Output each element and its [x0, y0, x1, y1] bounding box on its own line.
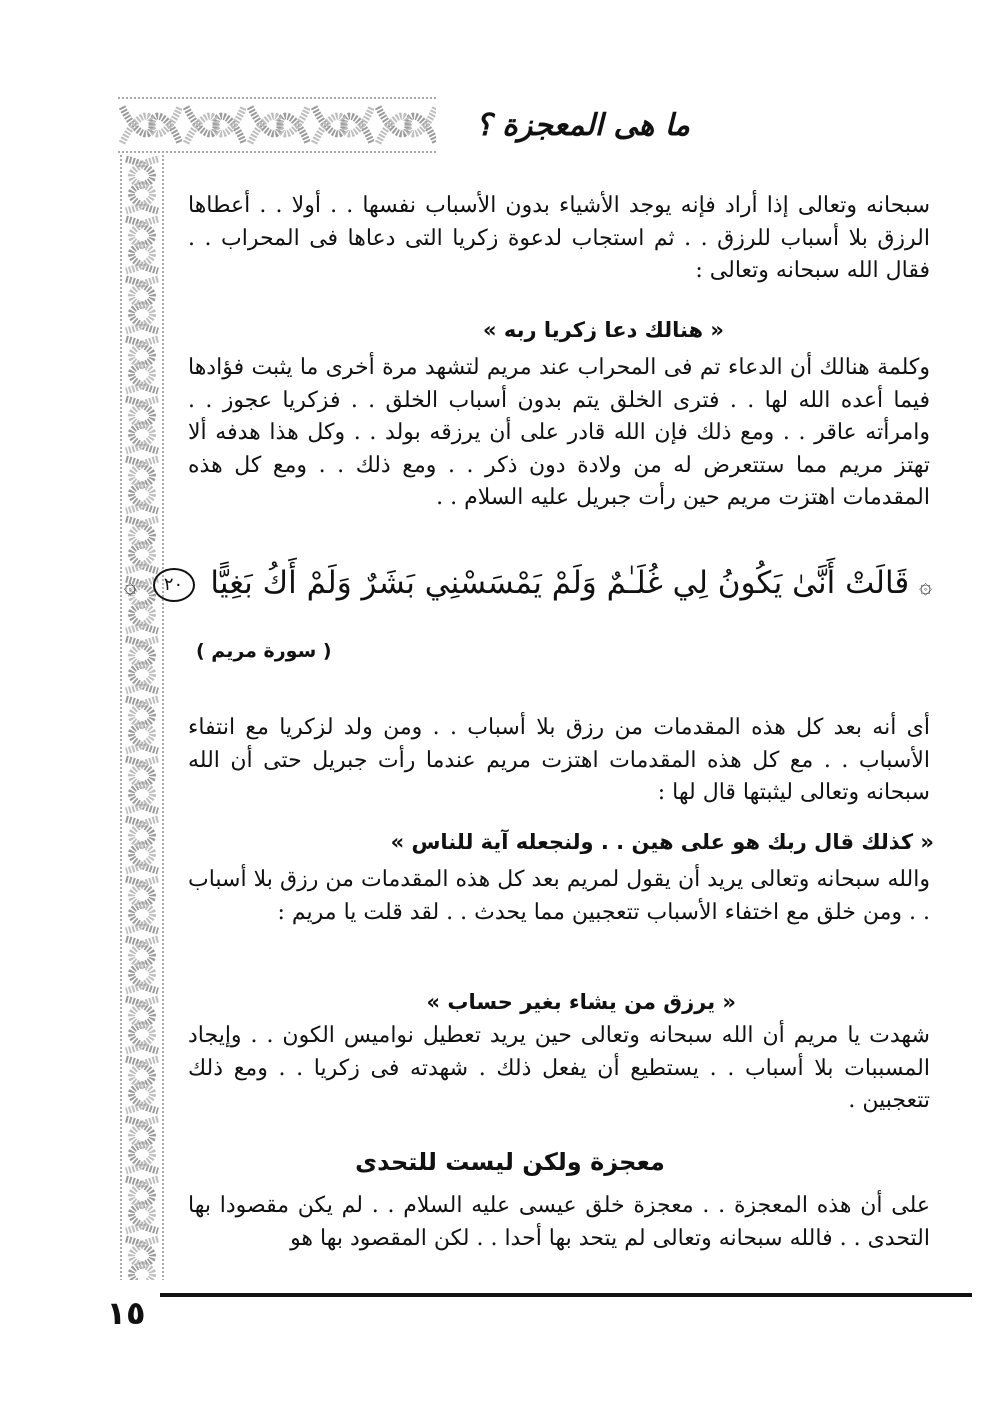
- quran-verse: [123, 565, 932, 625]
- paragraph: والله سبحانه وتعالى يريد أن يقول لمريم بعد كل هذه المقدمات من رزق بلا أسباب . . ومن خلق مع اختفاء الأسباب تتعجبين مما يحدث . . لقد قلت يا مريم :: [188, 867, 930, 925]
- paragraph: سبحانه وتعالى إذا أراد فإنه يوجد الأشياء بدون الأسباب نفسها . . أولا . . أعطاها الرزق بلا أسباب للرزق . . ثم استجاب لدعوة زكريا التى دعاها فى المحراب . . فقال الله سبحانه وتعالى :: [188, 193, 930, 284]
- quote: « كذلك قال ربك هو على هين . . ولنجعله آية للناس »: [390, 830, 934, 854]
- paragraph: شهدت يا مريم أن الله سبحانه وتعالى حين يريد تعطيل نواميس الكون . . وإيجاد المسببات بلا أسباب . . يستطيع أن يفعل ذلك . شهدته فى زكريا . . ومع ذلك تتعجبين .: [188, 1023, 930, 1114]
- verse-text: قَالَتْ أَنَّىٰ يَكُونُ لِي غُلَـٰمٌ وَلَمْ يَمْسَسْنِي بَشَرٌ وَلَمْ أَكُ بَغِيًّا: [210, 565, 910, 601]
- verse-close-ornament: ۞: [123, 574, 137, 599]
- paragraph: وكلمة هنالك أن الدعاء تم فى المحراب عند مريم لتشهد مرة أخرى ما يثبت فؤادها فيما أعده الله لها . . فترى الخلق يتم بدون أسباب الخلق . . فزكريا عجوز . . وامرأته عاقر . . ومع ذلك فإن الله قادر على أن يرزقه بولد . . وكل هذا هدفه ألا تهتز مريم مما ستتعرض له من ولادة دون ذكر . . ومع ذلك . . ومع كل هذه المقدمات اهتزت مريم حين رأت جبريل عليه السلام . .: [188, 355, 930, 511]
- quote: « هنالك دعا زكريا ربه »: [483, 318, 724, 342]
- page-title: ما هى المعجزة ؟: [475, 108, 690, 143]
- ayah-number: ٢٠: [153, 568, 195, 602]
- decorative-border-left: [118, 95, 166, 1280]
- page-number: ١٥: [106, 1294, 146, 1332]
- section-subheading: معجزة ولكن ليست للتحدى: [355, 1148, 665, 1176]
- quote: « يرزق من يشاء بغير حساب »: [426, 990, 736, 1014]
- footer-rule: [160, 1293, 972, 1297]
- surah-reference: ( سورة مريم ): [196, 640, 332, 662]
- paragraph: أى أنه بعد كل هذه المقدمات من رزق بلا أسباب . . ومن ولد لزكريا مع انتفاء الأسباب . . مع كل هذه المقدمات اهتزت مريم عندما رأت جبريل حتى أن الله سبحانه وتعالى ليثبتها قال لها :: [188, 715, 930, 806]
- decorative-border-top: [118, 95, 436, 155]
- paragraph: على أن هذه المعجزة . . معجزة خلق عيسى عليه السلام . . لم يكن مقصودا بها التحدى . . فالله سبحانه وتعالى لم يتحد بها أحدا . . لكن المقصود بها هو: [188, 1193, 930, 1251]
- verse-open-ornament: ۞: [919, 574, 932, 599]
